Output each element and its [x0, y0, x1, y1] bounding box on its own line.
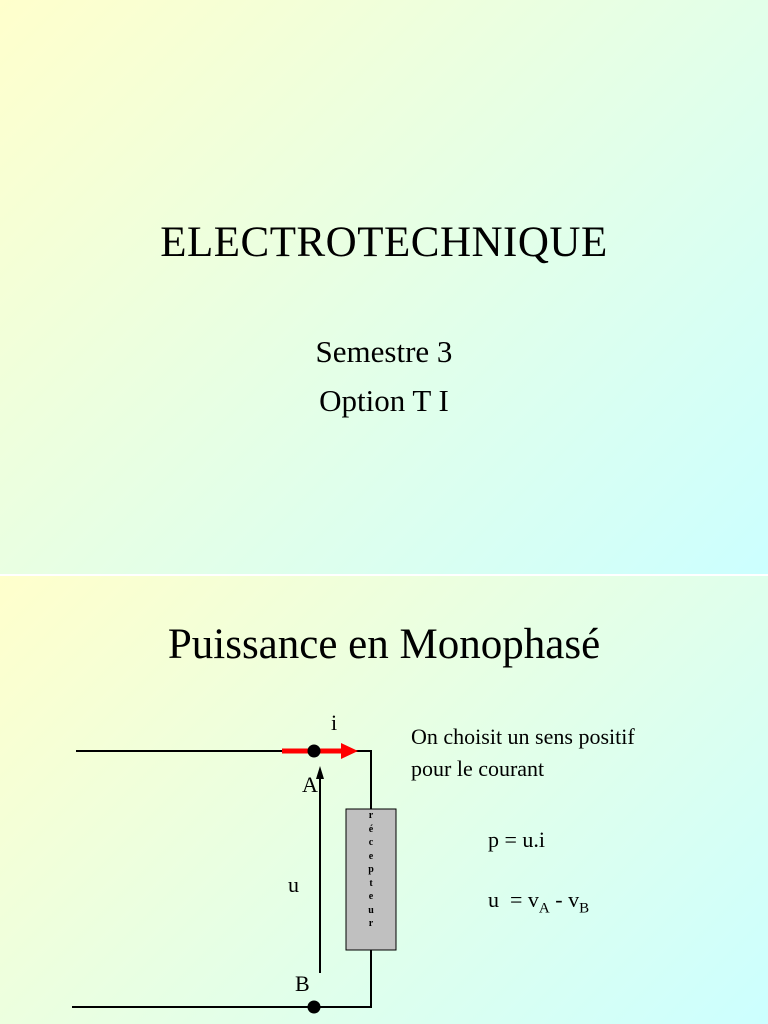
current-arrow-head: [341, 743, 358, 759]
formula-power: p = u.i: [488, 827, 546, 852]
description-line-2: pour le courant: [411, 756, 545, 781]
receiver-letter: u: [368, 904, 374, 916]
description-line-1: On choisit un sens positif: [411, 724, 635, 749]
subtitle-semester: Semestre 3: [315, 334, 453, 369]
label-voltage: u: [288, 872, 299, 897]
receiver-label: [346, 809, 396, 931]
subtitle-option: Option T I: [319, 383, 449, 418]
slide-title: ELECTROTECHNIQUE: [160, 219, 608, 266]
receiver-letter: c: [368, 837, 374, 848]
label-node-a: A: [302, 772, 318, 797]
formula-sub-b: B: [579, 900, 590, 917]
receiver-letter: r: [368, 918, 374, 929]
receiver-letter: p: [368, 864, 374, 875]
formula-voltage: [488, 884, 589, 924]
receiver-letter: e: [368, 850, 374, 862]
node-a-dot: [308, 745, 321, 758]
receiver-letter: e: [368, 891, 374, 902]
slide-title: Puissance en Monophasé: [167, 621, 601, 668]
power-slide: [0, 576, 768, 1024]
receiver-letter: r: [368, 810, 374, 821]
formula-voltage-mid: - v: [549, 887, 580, 912]
receiver-letter: é: [368, 823, 374, 835]
circuit-diagram: [0, 576, 768, 1024]
label-current: i: [331, 710, 338, 735]
label-node-b: B: [295, 971, 310, 996]
formula-voltage-prefix: u = v: [488, 887, 539, 912]
receiver-letter: t: [369, 877, 373, 889]
node-b-dot: [308, 1001, 321, 1014]
formula-sub-a: A: [538, 900, 550, 917]
